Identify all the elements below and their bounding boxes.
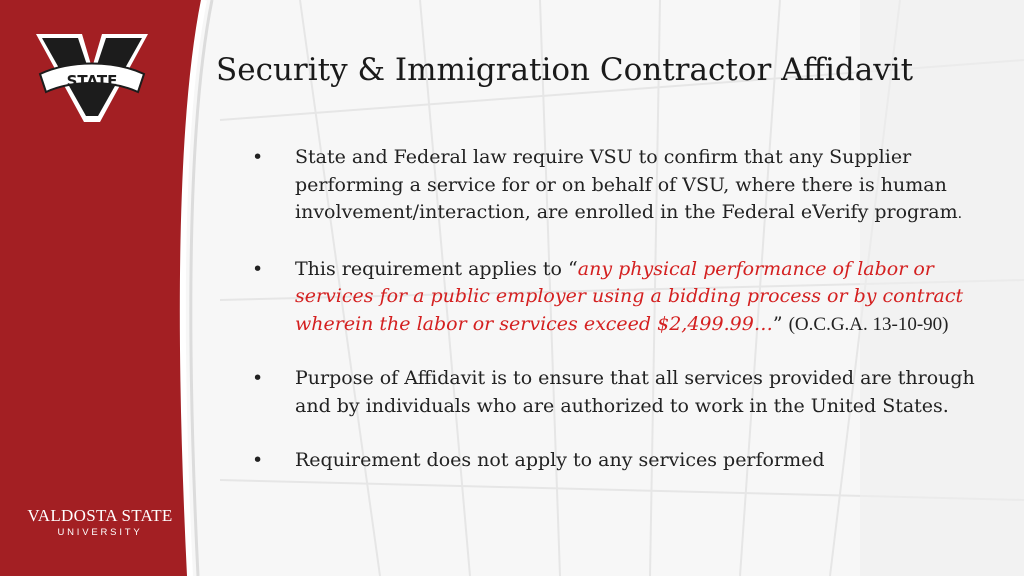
bullet-emphasis: any physical performance of labor or services for a public employer using a bidding process or by contract wherein the labor or services exceed $2,499.99… [295, 257, 964, 335]
slide-title: Security & Immigration Contractor Affidavit [216, 52, 914, 88]
bullet-text-pre: This requirement applies to “ [295, 257, 578, 280]
bullet-item-purpose [252, 365, 982, 420]
logo-badge-text: STATE [66, 72, 118, 90]
bullet-text: State and Federal law require VSU to confirm that any Supplier performing a service for or on behalf of VSU, where there is human involvement/interaction, are enrolled in the Federal eVerify program [295, 146, 958, 223]
bullet-list [252, 144, 982, 502]
university-name: VALDOSTA STATE [27, 506, 173, 525]
bullet-text: Requirement does not apply to any services performed [295, 449, 825, 471]
bullet-item-exemption [252, 447, 982, 475]
university-wordmark [18, 506, 182, 538]
bullet-tail: . [957, 206, 963, 222]
bullet-marker: • [252, 146, 264, 168]
bullet-item-everify [252, 144, 982, 229]
bullet-citation: (O.C.G.A. 13-10-90) [788, 313, 949, 335]
bullet-item-requirement [252, 256, 982, 339]
university-subtitle: UNIVERSITY [57, 527, 143, 538]
bullet-text: Purpose of Affidavit is to ensure that all services provided are through and by individuals who are authorized to work in the United States. [295, 367, 975, 417]
bullet-marker: • [252, 257, 264, 280]
bullet-marker: • [252, 449, 264, 471]
bullet-text-post: ” [772, 312, 789, 335]
bullet-marker: • [252, 367, 264, 389]
v-state-logo-icon [30, 28, 154, 128]
